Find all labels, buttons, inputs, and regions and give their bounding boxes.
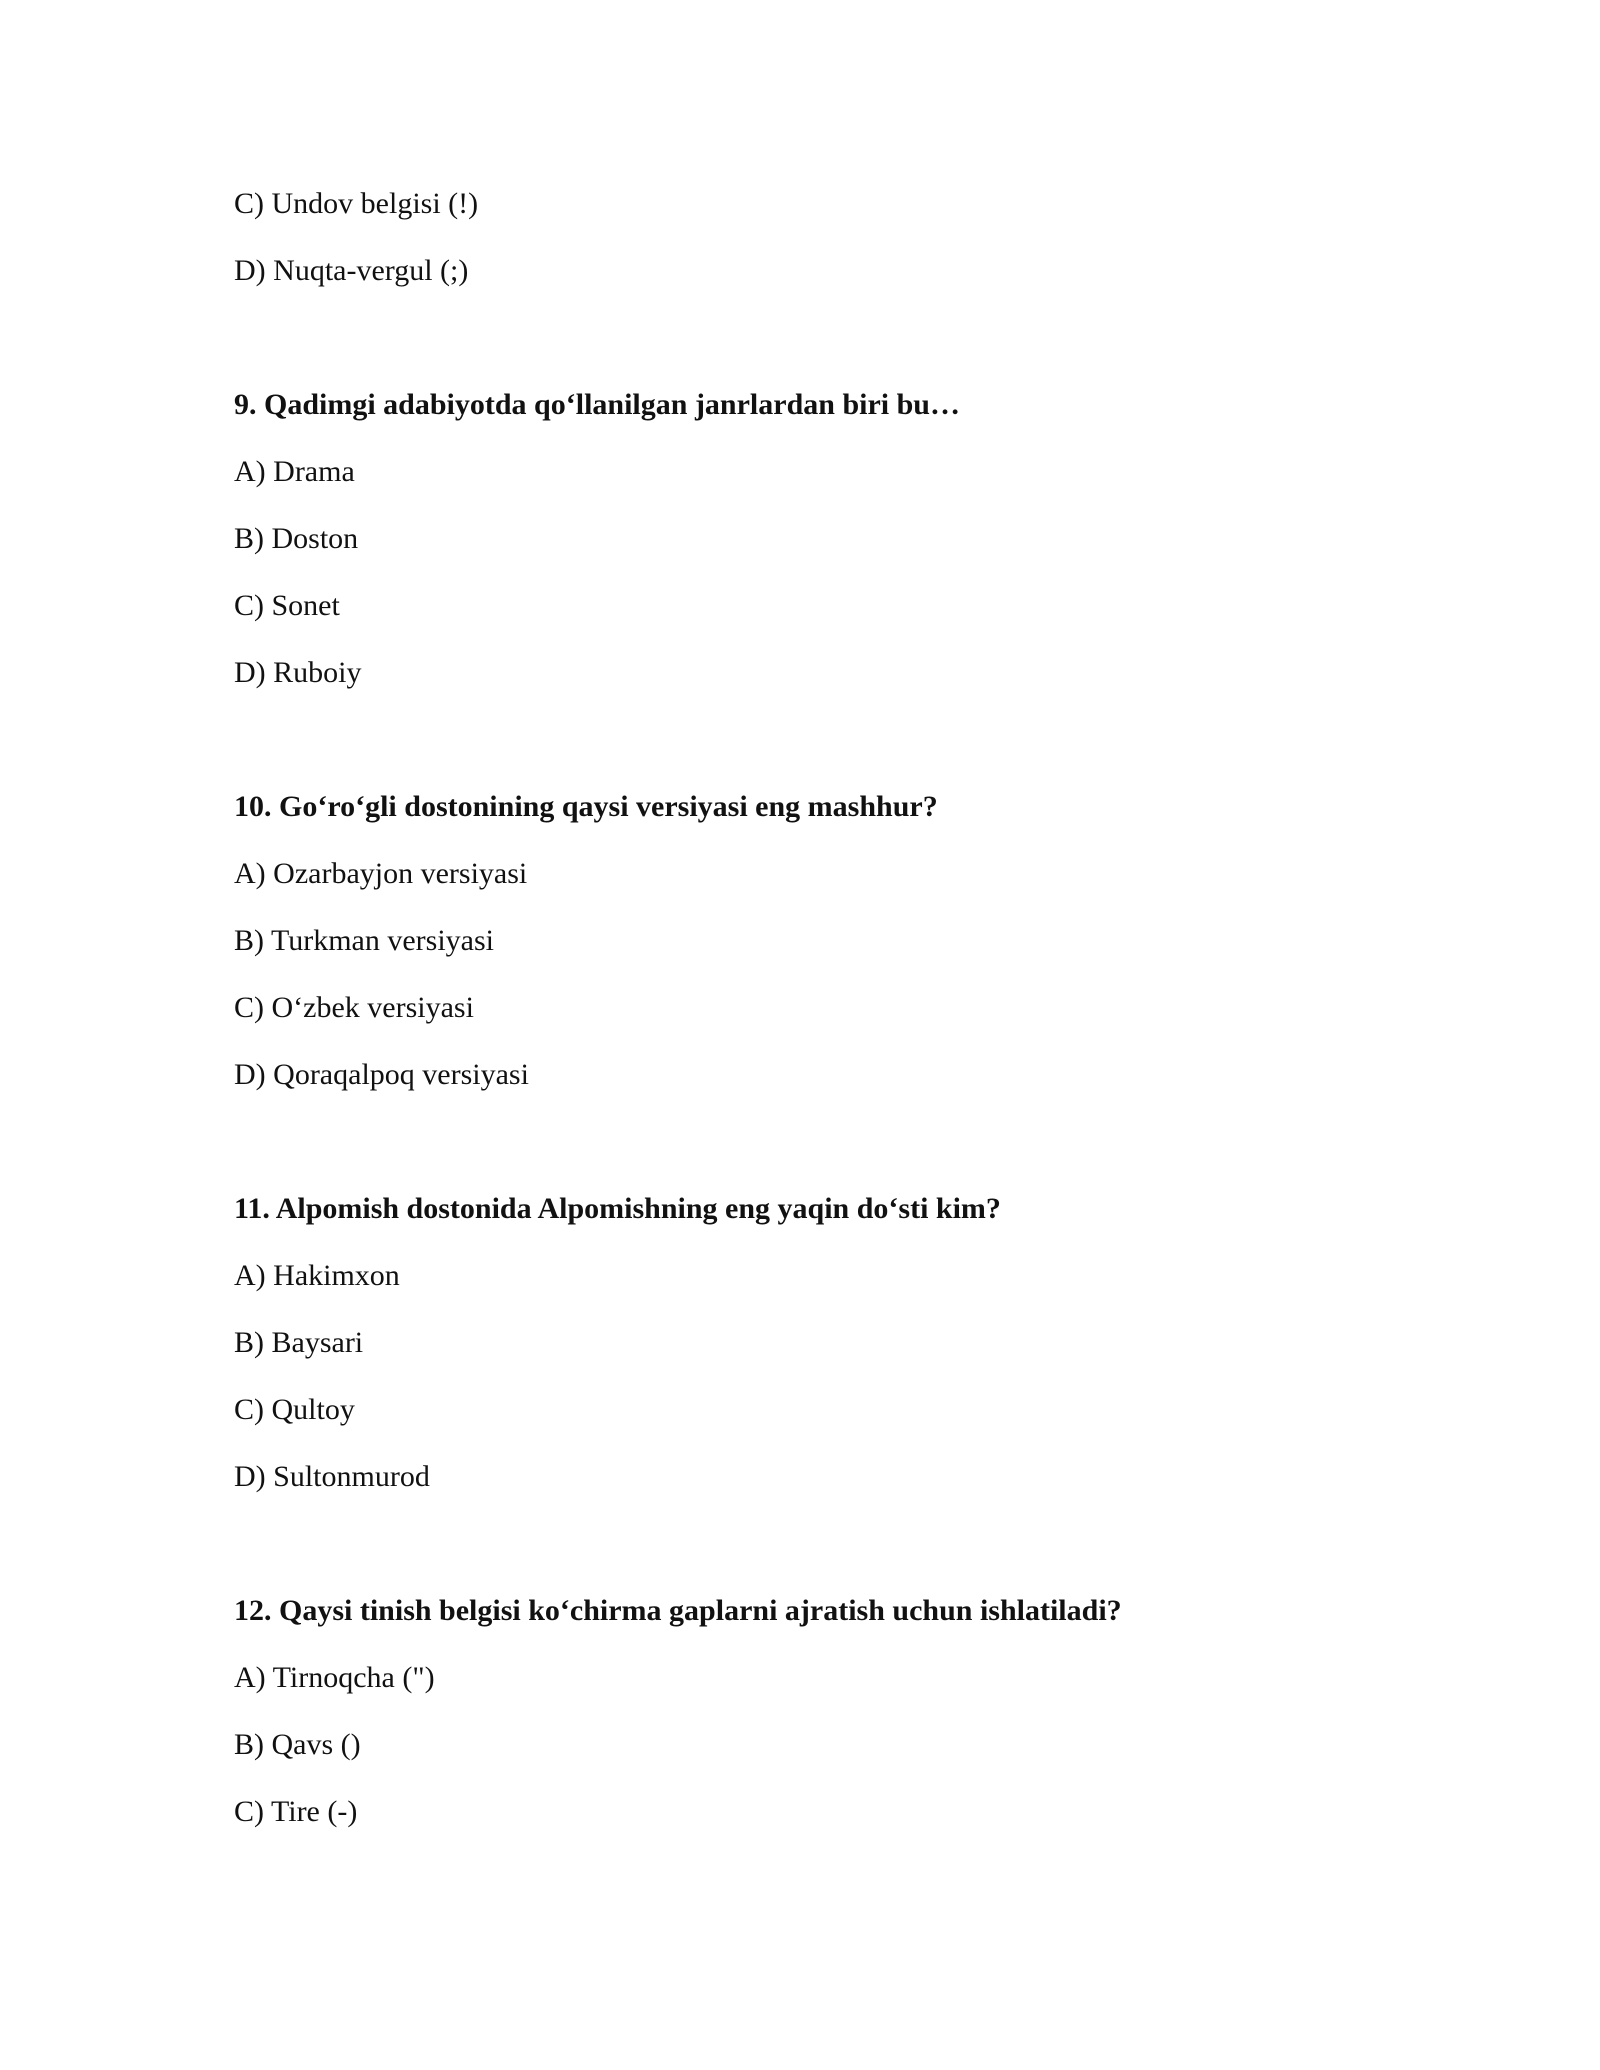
- question-9-option-d: D) Ruboiy: [234, 656, 362, 689]
- question-11-text: 11. Alpomish dostonida Alpomishning eng yaqin do‘sti kim?: [234, 1192, 1001, 1225]
- question-12-option-c: C) Tire (-): [234, 1795, 358, 1828]
- question-9-text: 9. Qadimgi adabiyotda qo‘llanilgan janrlardan biri bu…: [234, 388, 960, 421]
- document-content: [234, 186, 1394, 1861]
- question-11-option-a: A) Hakimxon: [234, 1259, 400, 1292]
- option-d: D) Nuqta-vergul (;): [234, 254, 469, 287]
- question-12-option-a: A) Tirnoqcha ("): [234, 1661, 435, 1694]
- question-10-option-d: D) Qoraqalpoq versiyasi: [234, 1058, 529, 1091]
- question-12-text: 12. Qaysi tinish belgisi ko‘chirma gaplarni ajratish uchun ishlatiladi?: [234, 1594, 1122, 1627]
- question-9-option-a: A) Drama: [234, 455, 355, 488]
- question-10-option-c: C) O‘zbek versiyasi: [234, 991, 474, 1024]
- question-9-option-c: C) Sonet: [234, 589, 340, 622]
- question-9-option-b: B) Doston: [234, 522, 359, 555]
- question-block: [234, 1191, 1394, 1495]
- question-11-option-b: B) Baysari: [234, 1326, 364, 1359]
- question-block: [234, 1593, 1394, 1830]
- question-11-option-c: C) Qultoy: [234, 1393, 355, 1426]
- question-block: [234, 789, 1394, 1093]
- spacer: [234, 1124, 1394, 1191]
- question-10-option-a: A) Ozarbayjon versiyasi: [234, 857, 528, 890]
- spacer: [234, 722, 1394, 789]
- question-11-option-d: D) Sultonmurod: [234, 1460, 430, 1493]
- spacer: [234, 1526, 1394, 1593]
- question-12-option-b: B) Qavs (): [234, 1728, 361, 1761]
- question-10-text: 10. Go‘ro‘gli dostonining qaysi versiyasi eng mashhur?: [234, 790, 938, 823]
- question-block: [234, 387, 1394, 691]
- option-c: C) Undov belgisi (!): [234, 187, 479, 220]
- question-10-option-b: B) Turkman versiyasi: [234, 924, 495, 957]
- spacer: [234, 320, 1394, 387]
